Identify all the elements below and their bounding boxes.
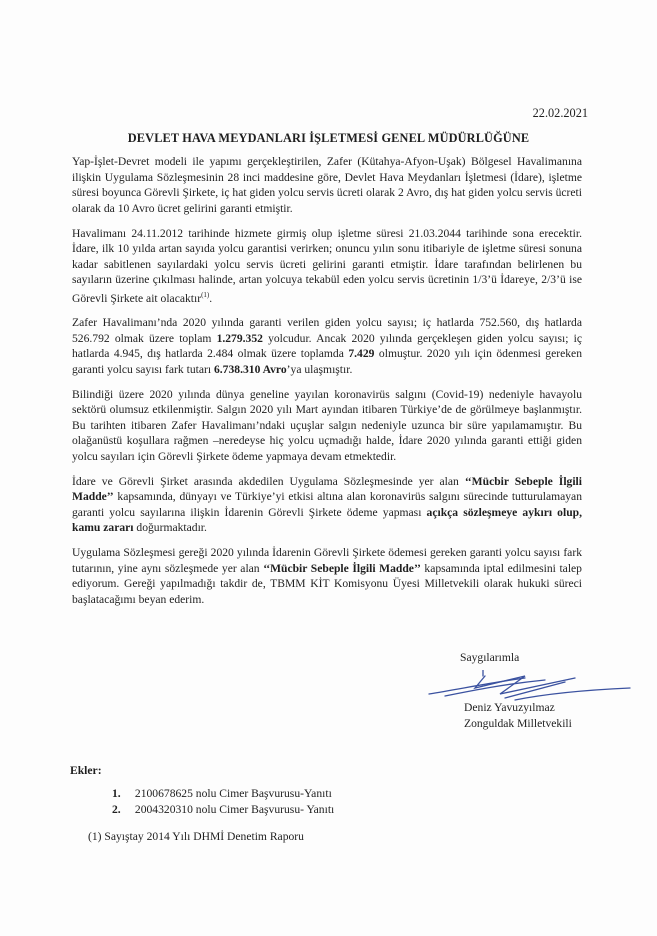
closing-greeting: Saygılarımla [460, 651, 520, 664]
attachment-text: 2100678625 nolu Cimer Başvurusu-Yanıtı [134, 787, 332, 800]
handwritten-signature-icon [425, 670, 635, 702]
emphasized-text: ‘‘Mücbir Sebeple İlgili Madde’’ [263, 561, 421, 575]
attachment-item [112, 786, 334, 802]
letter-body [72, 154, 582, 617]
paragraph [72, 545, 582, 607]
attachments-list [112, 786, 334, 817]
text-segment: Yap-İşlet-Devret modeli ile yapımı gerçekleştirilen, Zafer (Kütahya-Afyon-Uşak) Bölgesel Havalimanına ilişkin Uygulama Sözleşmesinin 28 inci maddesine göre, Devlet Hava Meydanları İşletmesi (İdare), işletme süresi boyunca Görevli Şirkete, iç hat giden yolcu servis ücreti olarak 2 Avro, dış hat giden yolcu servis ücreti olarak da 10 Avro ücret gelirini garanti etmiştir. [72, 155, 582, 215]
text-segment: kapsamında iptal edilmesini talep ediyorum. Gereği yapılmadığı takdir de, TBMM KİT Komisyonu Üyesi Milletvekili olarak hukuki süreci başlatacağımı beyan ederim. [72, 561, 582, 606]
emphasized-text: ‘‘Mücbir Sebeple İlgili Madde’’ [72, 474, 582, 504]
footnote: (1) Sayıştay 2014 Yılı DHMİ Denetim Raporu [88, 830, 304, 843]
emphasized-text: 7.429 [348, 347, 375, 361]
emphasized-text: 1.279.352 [216, 331, 263, 345]
text-segment: ’ya ulaşmıştır. [286, 362, 353, 376]
text-segment: yolcudur. Ancak 2020 yılında gerçekleşen giden yolcu sayısı; iç hatlarda 4.945, dış hatlarda 2.484 olmak üzere toplamda [72, 331, 582, 361]
attachments-heading: Ekler: [70, 764, 102, 777]
text-segment: (1) [201, 290, 210, 299]
text-segment: Havalimanı 24.11.2012 tarihinde hizmete girmiş olup işletme süresi 21.03.2044 tarihinde sona erecektir. İdare, ilk 10 yılda artan sayıda yolcu garantisi verirken; onuncu yılın sonu itibariyle de işletme süresi sonuna kadar sabitlenen sayılardaki yolcu servis ücreti gelirini garanti etmiştir. İdare tarafından belirlenen bu sayıların üzerine çıkılması halinde, artan yolcuya tekabül eden yolcu servis ücretinin 1/3’ü İdareye, 2/3’ü ise Görevli Şirkete ait olacaktır [72, 226, 582, 305]
attachment-number: 1. [112, 787, 121, 800]
paragraph [72, 226, 582, 306]
text-segment: olmuştur. 2020 yılı için ödenmesi gereken garanti yolcu sayısı fark tutarı [72, 347, 582, 376]
text-segment: doğurmaktadır. [133, 521, 207, 535]
text-segment: Bilindiği üzere 2020 yılında dünya geneline yayılan koronavirüs salgını (Covid-19) nedeniyle havayolu sektörü olumsuz etkilenmiştir. Salgın 2020 yılı Mart ayından itibaren Türkiye’de de görülmeye başlanmıştır. Bu tarihten itibaren Zafer Havalimanı’ndaki uçuşlar salgın nedeniyle uzunca bir süre yapılamamıştır. Bu olağanüstü koşullara rağmen –neredeyse hiç yolcu uçmadığı halde, İdare 2020 yılında garanti ettiği giden yolcu sayıları için Görevli Şirkete ödeme yapmaya devam etmektedir. [72, 387, 582, 463]
paragraph [72, 315, 582, 377]
paragraph [72, 154, 582, 216]
signer-name: Deniz Yavuzyılmaz [464, 701, 555, 714]
document-date: 22.02.2021 [532, 106, 588, 120]
text-segment: İdare ve Görevli Şirket arasında akdedilen Uygulama Sözleşmesinde yer alan [72, 474, 465, 488]
emphasized-text: açıkça sözleşmeye aykırı olup, kamu zararı [72, 505, 582, 535]
text-segment: kapsamında, dünyayı ve Türkiye’yi etkisi altına alan koronavirüs salgını sürecinde tutturulamayan garanti yolcu sayılarına ilişkin İdarenin Görevli Şirkete ödeme yapması [72, 490, 582, 519]
attachment-number: 2. [112, 802, 121, 816]
attachment-item [112, 802, 334, 818]
signer-role: Zonguldak Milletvekili [464, 717, 572, 730]
paragraph [72, 474, 582, 536]
paragraph [72, 387, 582, 465]
signature-block [456, 650, 572, 730]
text-segment: Uygulama Sözleşmesi gereği 2020 yılında İdarenin Görevli Şirkete ödemesi gereken garanti yolcu sayısı fark tutarının, yine aynı sözleşmede yer alan [72, 546, 582, 575]
attachment-text: 2004320310 nolu Cimer Başvurusu- Yanıtı [134, 802, 335, 816]
recipient-heading: DEVLET HAVA MEYDANLARI İŞLETMESİ GENEL MÜDÜRLÜĞÜNE [127, 131, 530, 145]
text-segment: Zafer Havalimanı’nda 2020 yılında garanti verilen giden yolcu sayısı; iç hatlarda 752.560, dış hatlarda 526.792 olmak üzere toplam [72, 316, 582, 345]
text-segment: . [209, 291, 213, 305]
emphasized-text: 6.738.310 Avro [213, 362, 287, 376]
